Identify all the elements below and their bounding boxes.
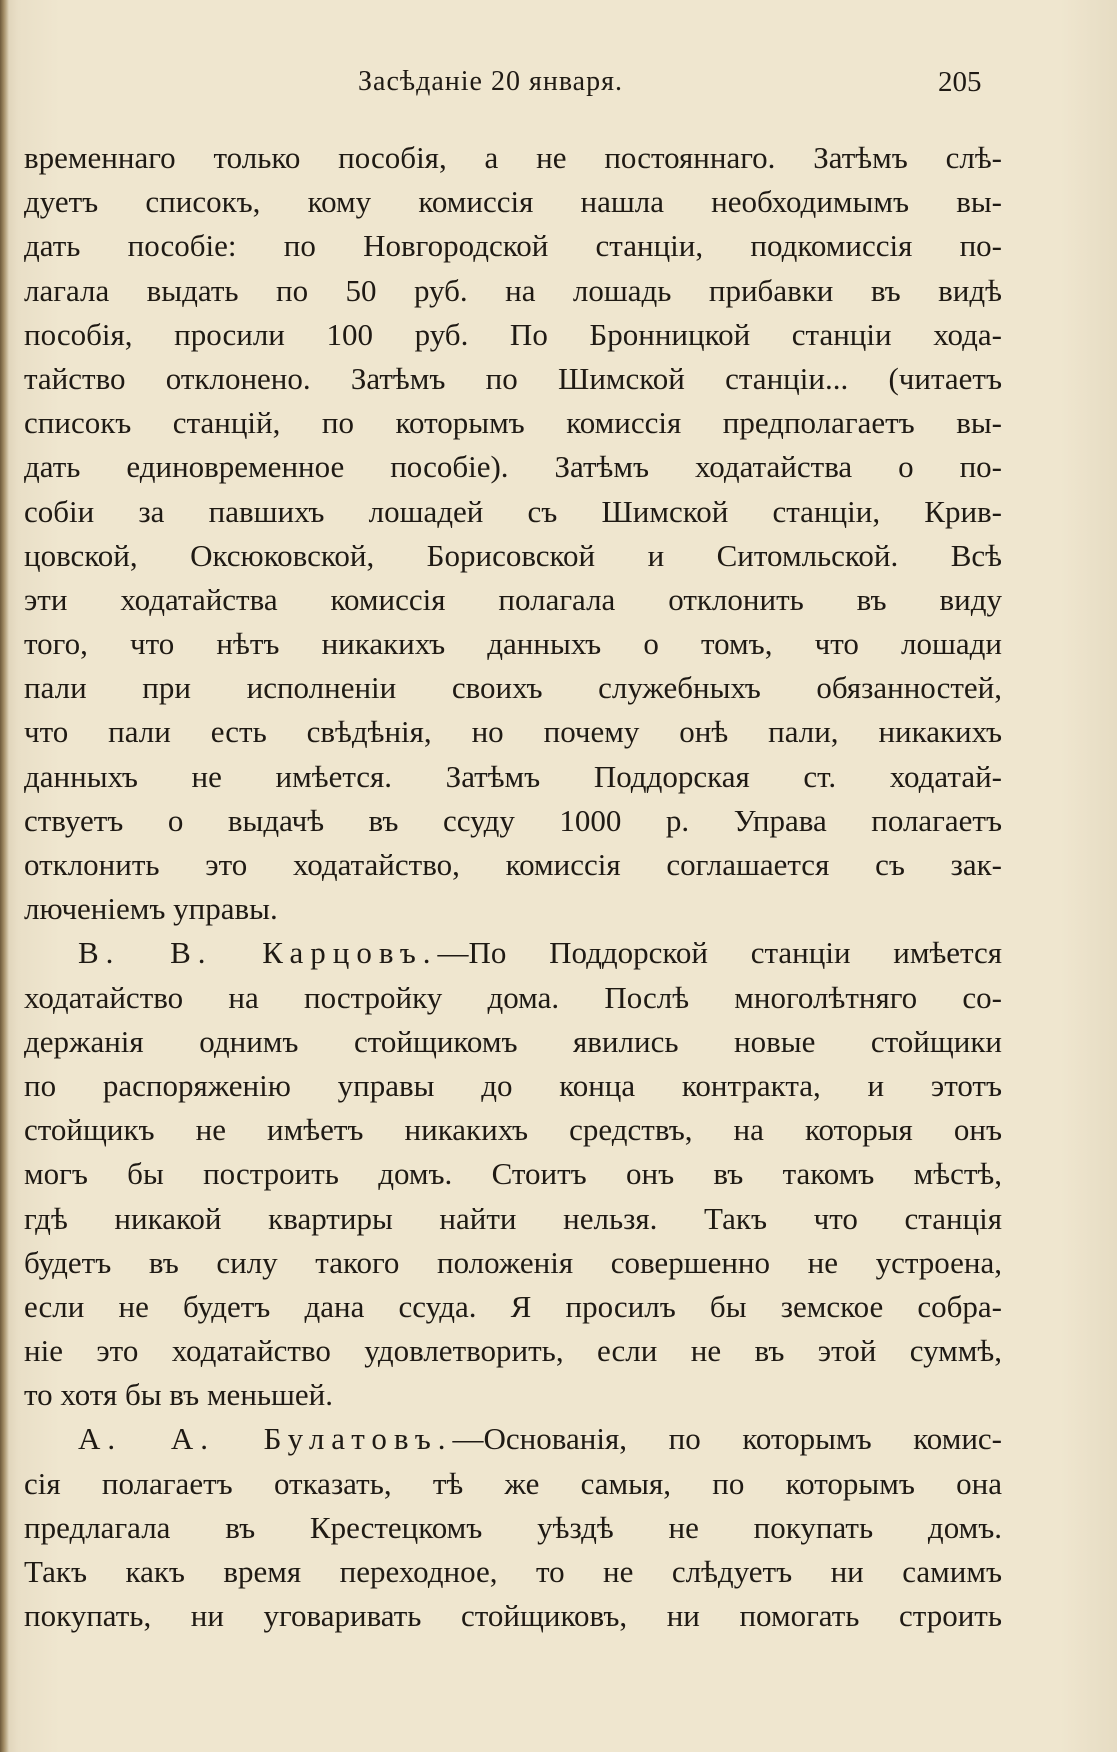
speaker-name: В. В. Карцовъ. — [78, 935, 438, 971]
text-line: если не будетъ дана ссуда. Я просилъ бы земское собра- — [24, 1288, 1002, 1324]
text-line: ствуетъ о выдачѣ въ ссуду 1000 р. Управа полагаетъ — [24, 802, 1002, 838]
text-line: пали при исполненіи своихъ служебныхъ обязанностей, — [24, 670, 1002, 706]
paragraph-end-line: люченіемъ управы. — [24, 891, 278, 927]
paragraph-end-line: то хотя бы въ меньшей. — [24, 1377, 334, 1413]
speech-first-line — [24, 931, 1002, 975]
text-line: того, что нѣтъ никакихъ данныхъ о томъ, что лошади — [24, 626, 1002, 662]
text-line: держанія однимъ стойщикомъ явились новые стойщики — [24, 1023, 1002, 1059]
text-line: данныхъ не имѣется. Затѣмъ Поддорская ст. ходатай- — [24, 758, 1002, 794]
body-text — [24, 136, 1002, 1638]
text-line: по распоряженію управы до конца контракта, и этотъ — [24, 1067, 1002, 1103]
text-line: собіи за павшихъ лошадей съ Шимской станціи, Крив- — [24, 493, 1002, 529]
text-line: покупать, ни уговаривать стойщиковъ, ни помогать строить — [24, 1598, 1002, 1634]
text-line: ніе это ходатайство удовлетворить, если не въ этой суммѣ, — [24, 1333, 1002, 1369]
text-line: дуетъ списокъ, кому комиссія нашла необходимымъ вы- — [24, 184, 1002, 220]
page-number: 205 — [938, 66, 982, 98]
text-line: сія полагаетъ отказать, тѣ же самыя, по которымъ она — [24, 1465, 1002, 1501]
speech-text: —По Поддорской станціи имѣется — [437, 935, 1002, 971]
running-head — [0, 66, 1117, 106]
text-line: Такъ какъ время переходное, то не слѣдуетъ ни самимъ — [24, 1554, 1002, 1589]
text-line: пособія, просили 100 руб. По Бронницкой станціи хода- — [24, 316, 1002, 352]
text-line: лагала выдать по 50 руб. на лошадь прибавки въ видѣ — [24, 272, 1002, 308]
text-line: цовской, Оксюковской, Борисовской и Ситомльской. Всѣ — [24, 537, 1002, 573]
text-line: будетъ въ силу такого положенія совершенно не устроена, — [24, 1244, 1002, 1280]
running-title: Засѣданіе 20 января. — [358, 66, 623, 97]
text-line: списокъ станцій, по которымъ комиссія предполагаетъ вы- — [24, 405, 1002, 441]
binding-edge — [0, 0, 9, 1752]
text-line: стойщикъ не имѣетъ никакихъ средствъ, на которыя онъ — [24, 1112, 1002, 1148]
text-line: временнаго только пособія, а не постояннаго. Затѣмъ слѣ- — [24, 140, 1002, 175]
speech-text: —Основанія, по которымъ комис- — [452, 1421, 1002, 1457]
speaker-name: А. А. Булатовъ. — [78, 1421, 453, 1457]
text-line: дать пособіе: по Новгородской станціи, подкомиссія по- — [24, 228, 1002, 264]
text-line: тайство отклонено. Затѣмъ по Шимской станціи... (читаетъ — [24, 360, 1002, 396]
text-line: что пали есть свѣдѣнія, но почему онѣ пали, никакихъ — [24, 714, 1002, 750]
text-line: дать единовременное пособіе). Затѣмъ ходатайства о по- — [24, 449, 1002, 485]
speech-first-line — [24, 1417, 1002, 1461]
text-line: эти ходатайства комиссія полагала отклонить въ виду — [24, 581, 1002, 617]
text-line: отклонить это ходатайство, комиссія соглашается съ зак- — [24, 847, 1002, 882]
text-line: гдѣ никакой квартиры найти нельзя. Такъ что станція — [24, 1200, 1002, 1236]
text-line: предлагала въ Крестецкомъ уѣздѣ не покупать домъ. — [24, 1509, 1002, 1545]
text-line: ходатайство на постройку дома. Послѣ многолѣтняго со- — [24, 979, 1002, 1015]
text-line: могъ бы построить домъ. Стоитъ онъ въ такомъ мѣстѣ, — [24, 1156, 1002, 1192]
